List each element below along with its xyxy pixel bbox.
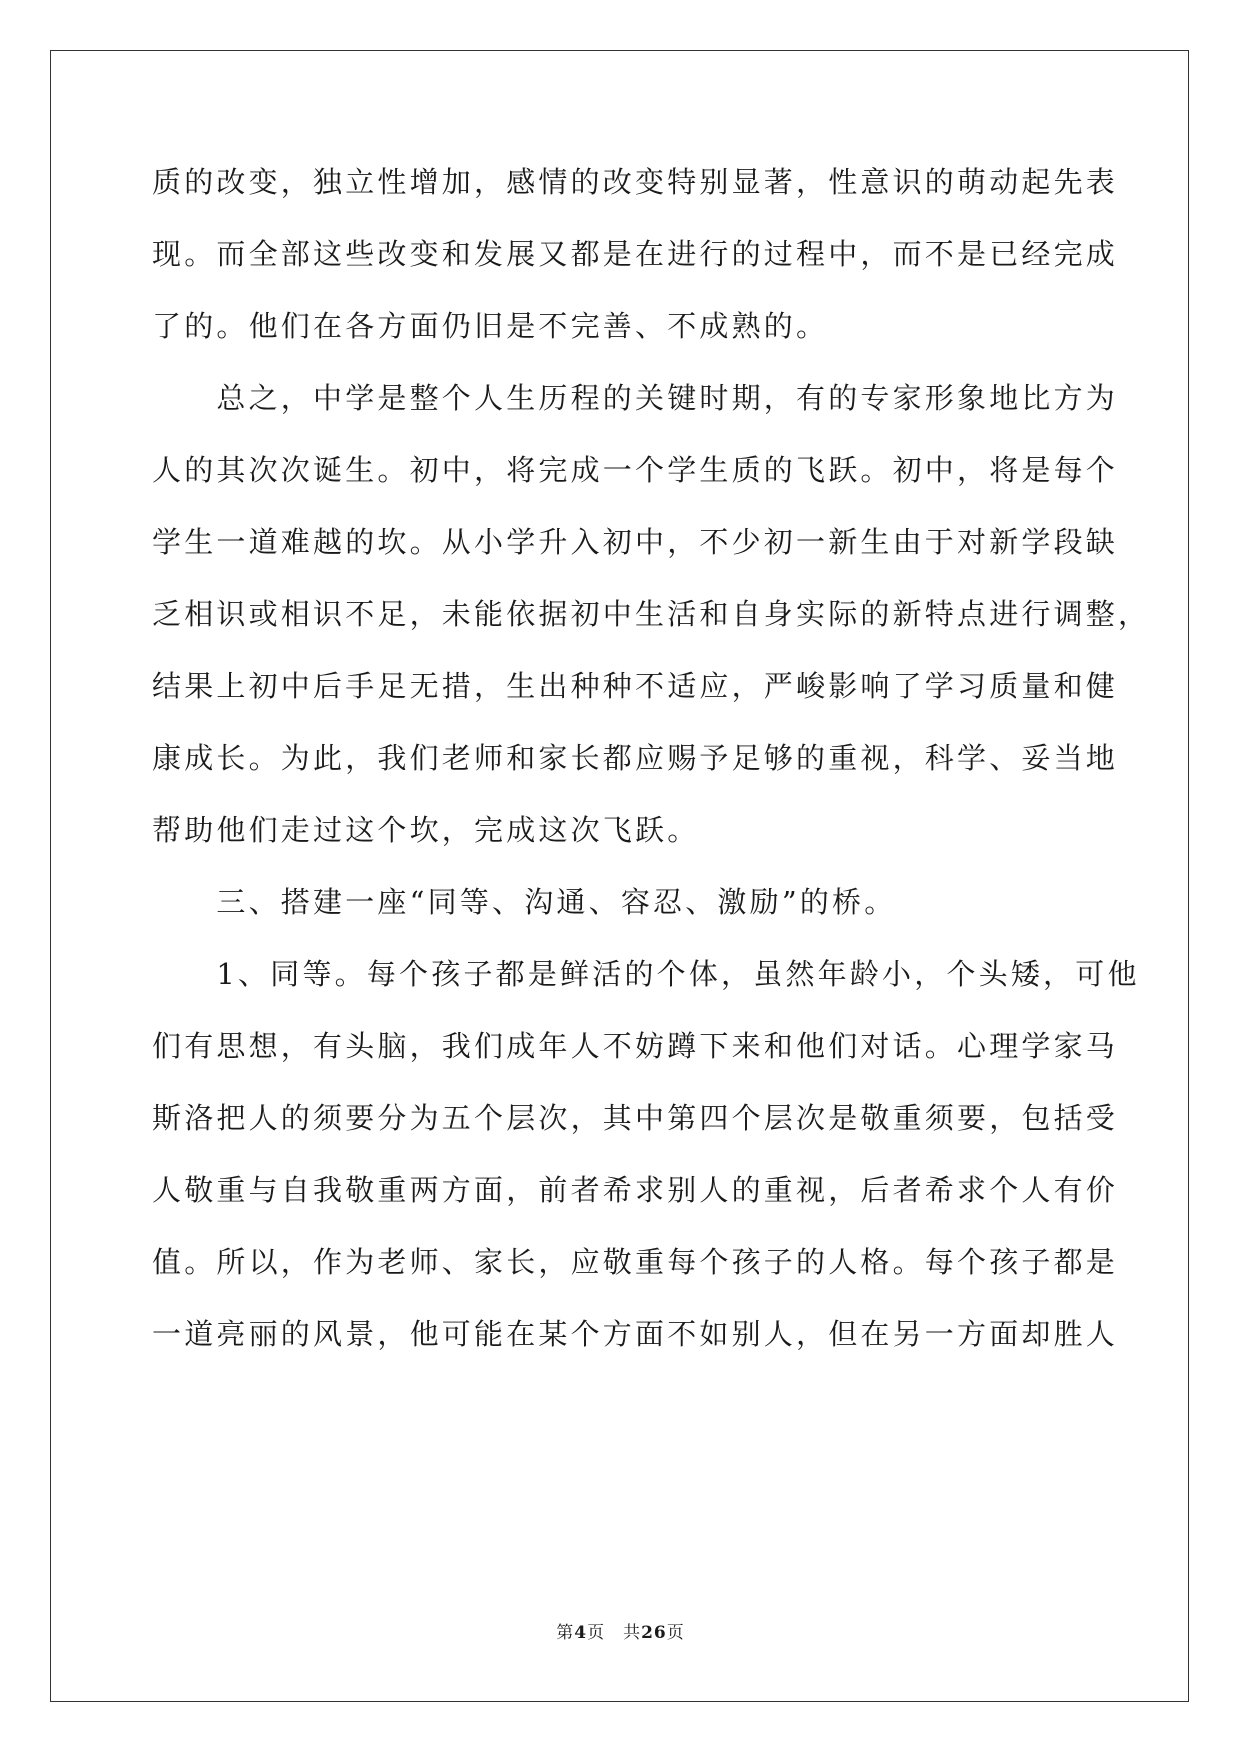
total-suffix: 页 [666,1623,685,1643]
text-line: 现。而全部这些改变和发展又都是在进行的过程中，而不是已经完成 [152,237,1119,271]
text-line: 总之，中学是整个人生历程的关键时期，有的专家形象地比方为 [152,381,1119,415]
text-line: 乏相识或相识不足，未能依据初中生活和自身实际的新特点进行调整， [152,597,1151,631]
total-prefix: 共 [623,1623,642,1643]
page-prefix: 第 [556,1623,575,1643]
page-border [50,50,1189,1702]
page-footer [0,1618,1241,1643]
text-line: 结果上初中后手足无措，生出种种不适应，严峻影响了学习质量和健 [152,669,1119,703]
text-line: 人敬重与自我敬重两方面，前者希求别人的重视，后者希求个人有价 [152,1173,1119,1207]
section-heading: 三、搭建一座“同等、沟通、容忍、激励”的桥。 [152,885,897,919]
text-line: 们有思想，有头脑，我们成年人不妨蹲下来和他们对话。心理学家马 [152,1029,1119,1063]
text-line: 质的改变，独立性增加，感情的改变特别显著，性意识的萌动起先表 [152,165,1119,199]
page-suffix: 页 [587,1623,606,1643]
text-line: 值。所以，作为老师、家长，应敬重每个孩子的人格。每个孩子都是 [152,1245,1119,1279]
text-line: 帮助他们走过这个坎，完成这次飞跃。 [152,813,700,847]
text-line: 1、同等。每个孩子都是鲜活的个体，虽然年龄小，个头矮，可他 [152,957,1140,991]
total-pages: 26 [641,1623,667,1643]
page-number: 4 [574,1623,588,1643]
text-line: 斯洛把人的须要分为五个层次，其中第四个层次是敬重须要，包括受 [152,1101,1119,1135]
text-line: 康成长。为此，我们老师和家长都应赐予足够的重视，科学、妥当地 [152,741,1119,775]
text-line: 一道亮丽的风景，他可能在某个方面不如别人，但在另一方面却胜人 [152,1317,1119,1351]
text-line: 学生一道难越的坎。从小学升入初中，不少初一新生由于对新学段缺 [152,525,1119,559]
text-line: 人的其次次诞生。初中，将完成一个学生质的飞跃。初中，将是每个 [152,453,1119,487]
text-line: 了的。他们在各方面仍旧是不完善、不成熟的。 [152,309,829,343]
